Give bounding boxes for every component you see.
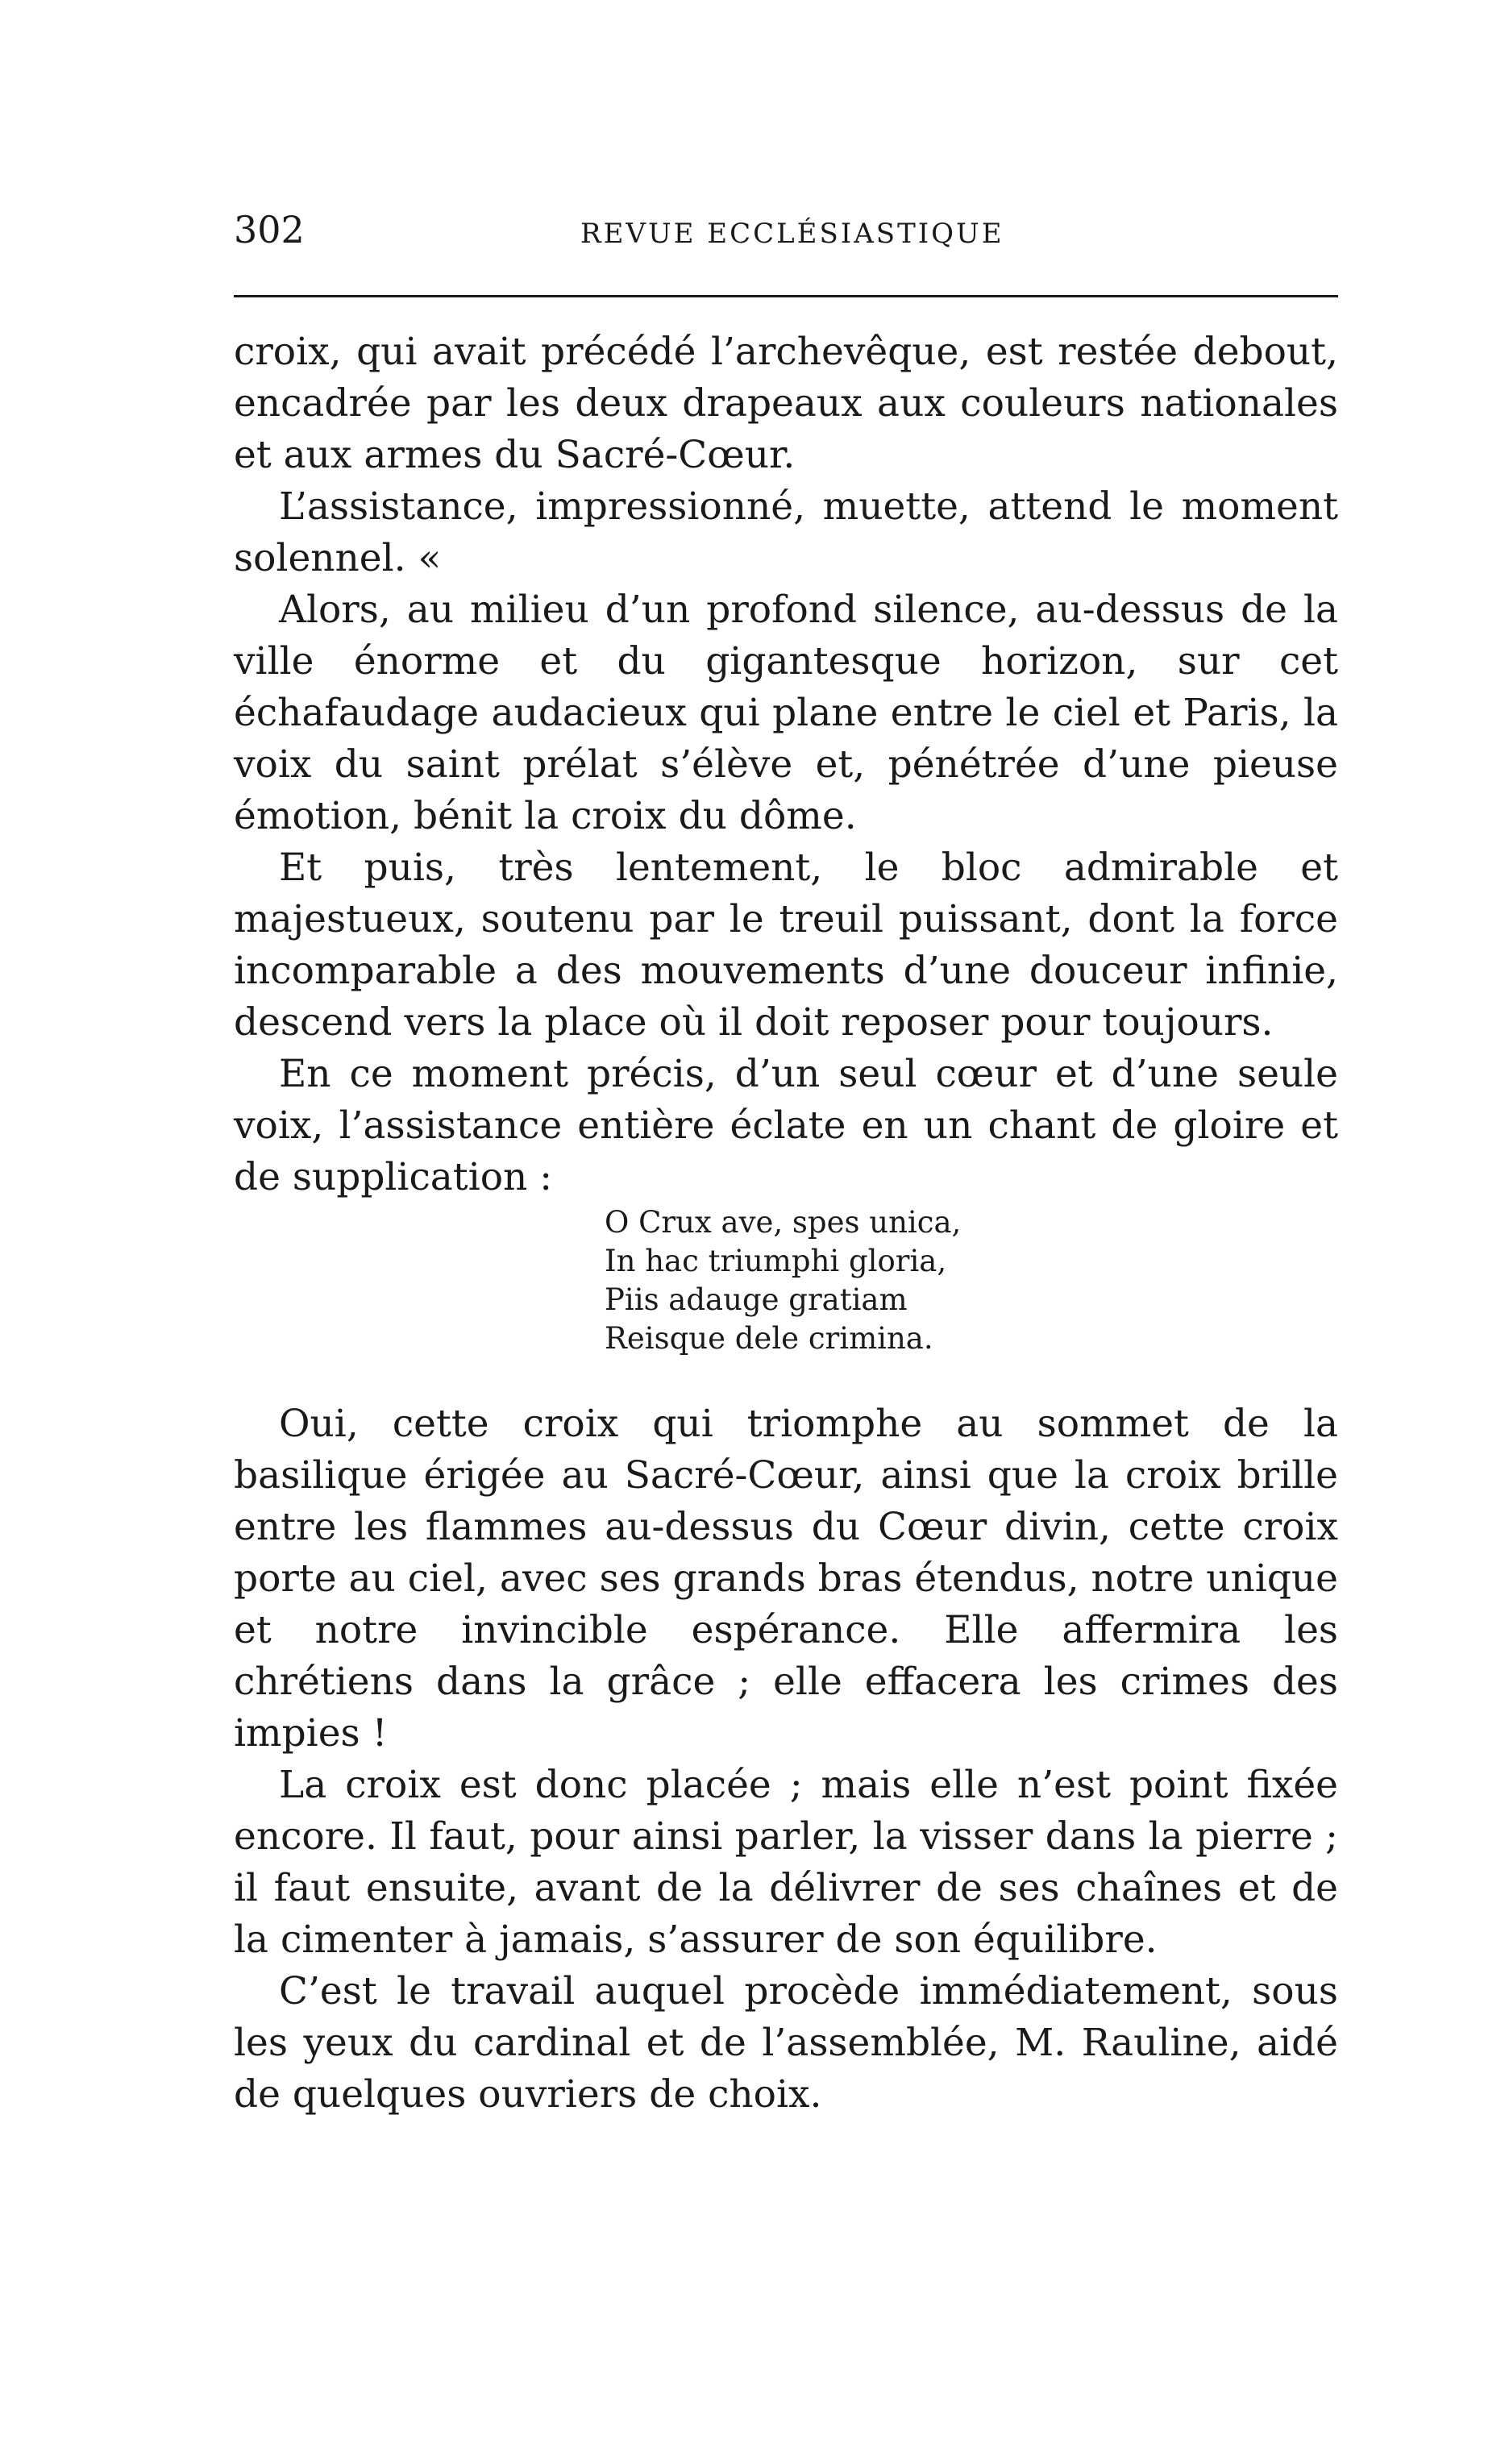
running-head: REVUE ECCLÉSIASTIQUE xyxy=(580,218,1004,250)
paragraph: Et puis, très lentement, le bloc admirable et majestueux, soutenu par le treuil puissant, dont la force incomparable a des mouvements d’une douceur infinie, descend vers la place où il doit reposer pour toujours. xyxy=(234,846,1338,1045)
paragraph: En ce moment précis, d’un seul cœur et d’une seule voix, l’assistance entière éclate en un chant de gloire et de supplication : xyxy=(234,1052,1338,1199)
header-rule xyxy=(234,295,1338,297)
page-number: 302 xyxy=(234,208,305,251)
hymn-quote xyxy=(605,1203,1338,1358)
page-header xyxy=(234,206,1338,262)
hymn-line: Piis adauge gratiam xyxy=(605,1282,908,1317)
paragraph: La croix est donc placée ; mais elle n’est point fixée encore. Il faut, pour ainsi parler, la visser dans la pierre ; il faut ensuite, avant de la délivrer de ses chaînes et de la cimenter à jamais, s’assurer de son équilibre. xyxy=(234,1763,1338,1962)
paragraph: Alors, au milieu d’un profond silence, au-dessus de la ville énorme et du gigantesque horizon, sur cet échafaudage audacieux qui plane entre le ciel et Paris, la voix du saint prélat s’élève et, pénétrée d’une pieuse émotion, bénit la croix du dôme. xyxy=(234,588,1338,838)
paragraph: C’est le travail auquel procède immédiatement, sous les yeux du cardinal et de l’assemblée, M. Rauline, aidé de quelques ouvriers de choix. xyxy=(234,1969,1338,2117)
hymn-line: Reisque dele crimina. xyxy=(605,1321,933,1356)
paragraph: croix, qui avait précédé l’archevêque, est restée debout, encadrée par les deux drapeaux aux couleurs nationales et aux armes du Sacré-Cœur. xyxy=(234,330,1338,477)
hymn-line: In hac triumphi gloria, xyxy=(605,1244,947,1278)
paragraph: L’assistance, impressionné, muette, attend le moment solennel. « xyxy=(234,484,1338,580)
hymn-line: O Crux ave, spes unica, xyxy=(605,1205,962,1240)
body-text xyxy=(234,326,1338,2121)
paragraph: Oui, cette croix qui triomphe au sommet de la basilique érigée au Sacré-Cœur, ainsi que la croix brille entre les flammes au-dessus du Cœur divin, cette croix porte au ciel, avec ses grands bras étendus, notre unique et notre invincible espérance. Elle affermira les chrétiens dans la grâce ; elle effacera les crimes des impies ! xyxy=(234,1402,1338,1756)
